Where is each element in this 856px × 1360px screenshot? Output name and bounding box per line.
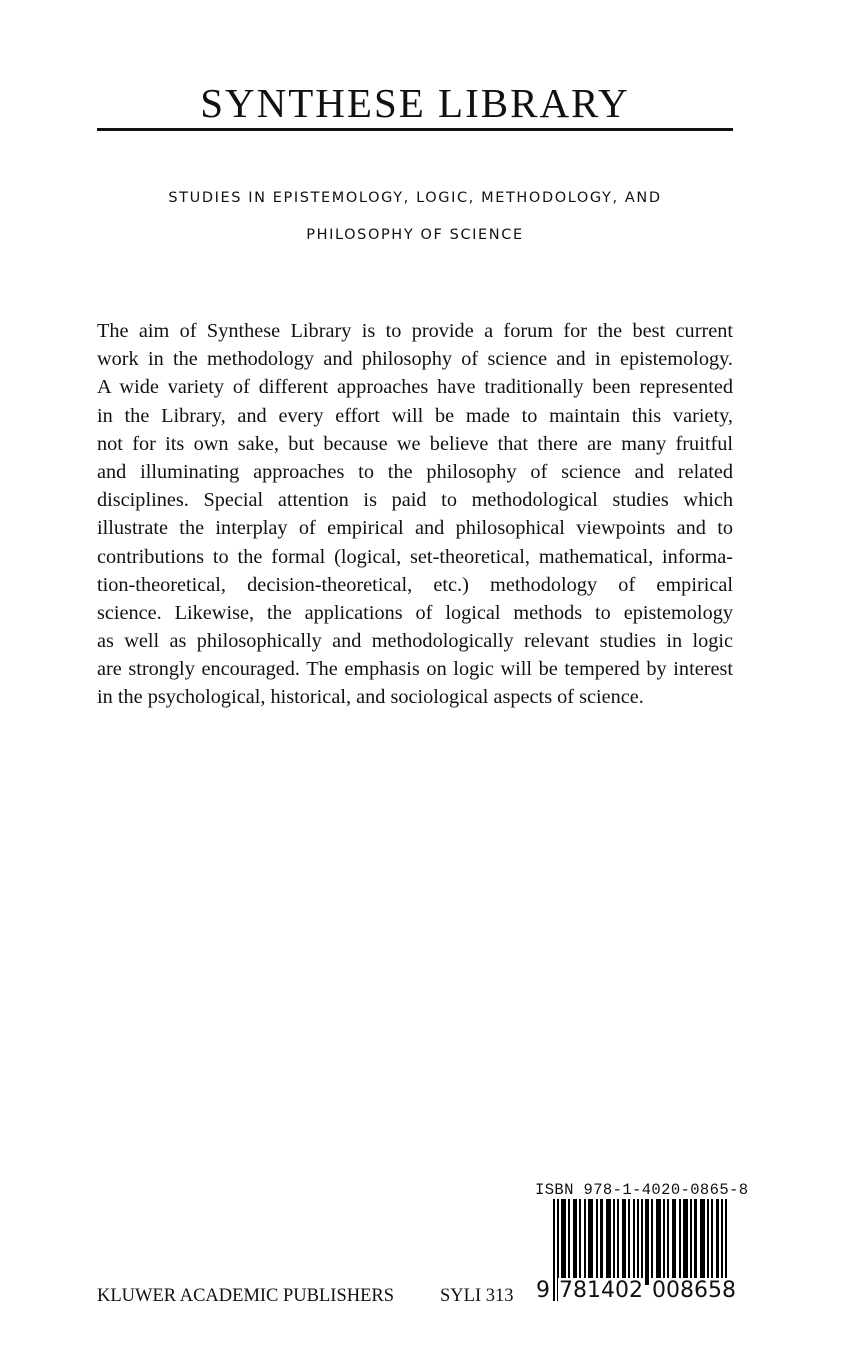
aim-line: in the Library, and every effort will be made to maintain this variety,: [97, 404, 733, 427]
aim-line: tion-theoretical, decision-theoretical, etc.) methodology of empirical: [97, 573, 733, 596]
aim-line: disciplines. Special attention is paid to methodological studies which: [97, 489, 733, 512]
isbn-label: ISBN 978-1-4020-0865-8: [535, 1181, 749, 1199]
series-subtitle-line-2: PHILOSOPHY OF SCIENCE: [306, 227, 524, 243]
aim-line: work in the methodology and philosophy of science and in epistemology.: [97, 348, 733, 371]
aim-paragraph: [97, 317, 733, 712]
aim-line: and illuminating approaches to the philosophy of science and related: [97, 460, 733, 483]
publisher-name: KLUWER ACADEMIC PUBLISHERS: [97, 1286, 395, 1306]
aim-line: as well as philosophically and methodologically relevant studies in logic: [97, 630, 733, 653]
barcode-lead-digit: 9: [536, 1278, 550, 1303]
barcode-group-2: 008658: [651, 1278, 736, 1303]
series-code: SYLI 313: [440, 1286, 514, 1306]
aim-line: illustrate the interplay of empirical and philosophical viewpoints and to: [97, 517, 733, 540]
aim-line: are strongly encouraged. The emphasis on logic will be tempered by interest: [97, 658, 733, 681]
barcode-digits: [535, 1278, 737, 1304]
title-divider: [97, 128, 733, 131]
series-title: SYNTHESE LIBRARY: [200, 80, 630, 127]
series-subtitle-line-1: STUDIES IN EPISTEMOLOGY, LOGIC, METHODOLOGY, AND: [168, 190, 662, 206]
aim-line: A wide variety of different approaches have traditionally been represented: [97, 376, 733, 399]
barcode-group-1: 781402: [559, 1278, 643, 1303]
aim-line: in the psychological, historical, and sociological aspects of science.: [97, 686, 644, 709]
aim-line: science. Likewise, the applications of logical methods to epistemology: [97, 601, 733, 624]
aim-line: The aim of Synthese Library is to provide a forum for the best current: [97, 320, 733, 342]
aim-line: contributions to the formal (logical, set-theoretical, mathematical, informa-: [97, 545, 733, 568]
aim-line: not for its own sake, but because we believe that there are many fruitful: [97, 432, 733, 455]
